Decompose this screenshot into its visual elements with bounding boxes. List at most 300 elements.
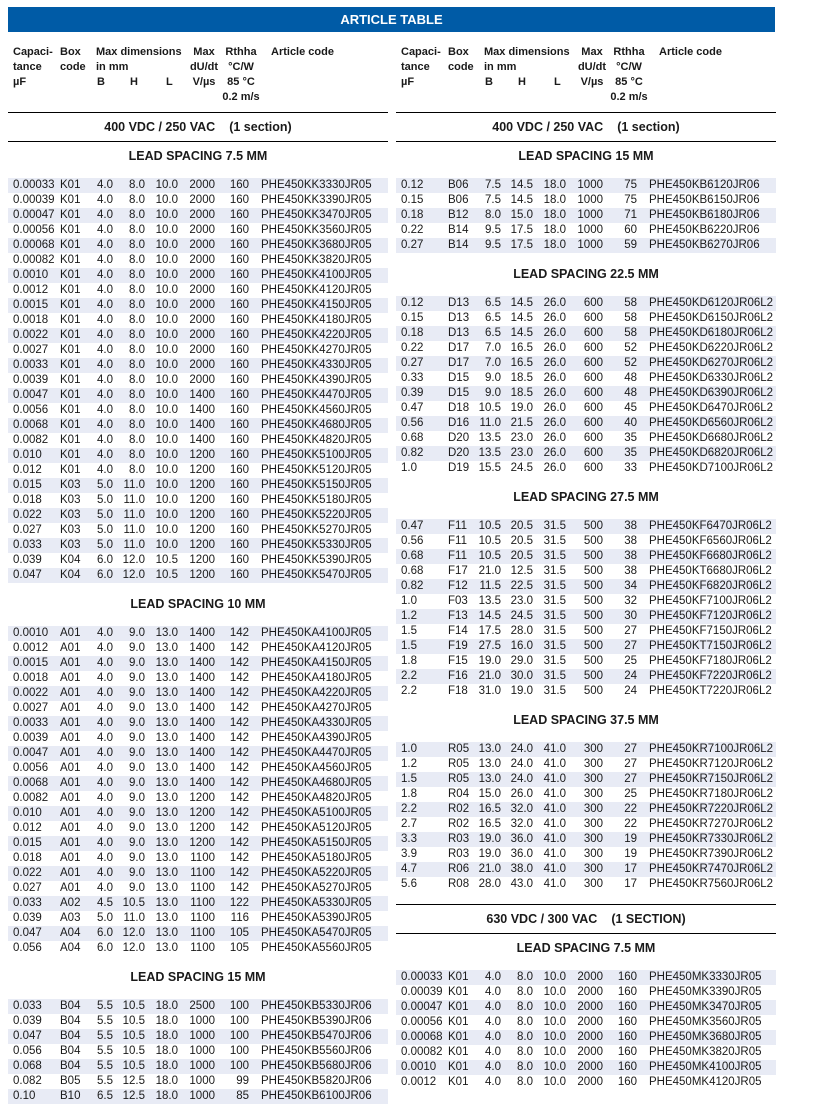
dim-h: 9.0 bbox=[129, 732, 145, 744]
rthha: 142 bbox=[229, 747, 249, 759]
dim-h: 18.5 bbox=[510, 387, 533, 399]
dim-h: 43.0 bbox=[510, 878, 533, 890]
capacitance: 0.0082 bbox=[13, 434, 49, 446]
table-row bbox=[396, 847, 776, 862]
dim-h: 8.0 bbox=[129, 269, 145, 281]
lead-spacing-heading: LEAD SPACING 37.5 MM bbox=[513, 713, 659, 727]
capacitance: 0.00047 bbox=[13, 209, 55, 221]
dim-l: 10.0 bbox=[155, 194, 178, 206]
dim-l: 31.5 bbox=[543, 670, 566, 682]
capacitance: 0.018 bbox=[13, 852, 42, 864]
header-capacitance-unit: µF bbox=[401, 76, 415, 88]
article-code: PHE450KB6120JR06 bbox=[649, 179, 760, 191]
header-capacitance: tance bbox=[401, 61, 430, 73]
rthha: 160 bbox=[617, 1061, 637, 1073]
table-row bbox=[396, 208, 776, 223]
table-row bbox=[8, 1044, 388, 1059]
dim-l: 31.5 bbox=[543, 595, 566, 607]
table-row bbox=[396, 970, 776, 985]
capacitance: 0.00068 bbox=[13, 239, 55, 251]
dim-b: 6.0 bbox=[97, 927, 113, 939]
table-row bbox=[8, 313, 388, 328]
max-dudt: 600 bbox=[583, 387, 603, 399]
table-row bbox=[8, 671, 388, 686]
dim-l: 41.0 bbox=[543, 758, 566, 770]
capacitance: 0.0056 bbox=[13, 762, 49, 774]
rthha: 160 bbox=[229, 269, 249, 281]
dim-b: 5.0 bbox=[97, 912, 113, 924]
lead-spacing-heading: LEAD SPACING 10 MM bbox=[130, 597, 266, 611]
header-capacitance: tance bbox=[13, 61, 42, 73]
dim-l: 26.0 bbox=[543, 402, 566, 414]
dim-l: 10.0 bbox=[543, 1016, 566, 1028]
capacitance: 0.22 bbox=[401, 224, 424, 236]
rthha: 52 bbox=[624, 342, 637, 354]
dim-l: 13.0 bbox=[155, 777, 178, 789]
table-row bbox=[8, 298, 388, 313]
rthha: 35 bbox=[624, 432, 637, 444]
rthha: 99 bbox=[236, 1075, 249, 1087]
rthha: 142 bbox=[229, 852, 249, 864]
table-row bbox=[8, 268, 388, 283]
dim-l: 31.5 bbox=[543, 685, 566, 697]
dim-b: 5.5 bbox=[97, 1015, 113, 1027]
header-max-dimensions: Max dimensions bbox=[96, 46, 182, 58]
box-code: K01 bbox=[60, 284, 81, 296]
rthha: 160 bbox=[229, 449, 249, 461]
rthha: 142 bbox=[229, 762, 249, 774]
table-row bbox=[396, 193, 776, 208]
dim-b: 6.0 bbox=[97, 569, 113, 581]
max-dudt: 1200 bbox=[189, 807, 215, 819]
rthha: 142 bbox=[229, 717, 249, 729]
rthha: 100 bbox=[229, 1060, 249, 1072]
header-b: B bbox=[485, 76, 493, 88]
dim-b: 17.5 bbox=[478, 625, 501, 637]
article-code: PHE450KK4470JR05 bbox=[261, 389, 372, 401]
rthha: 160 bbox=[229, 404, 249, 416]
box-code: K01 bbox=[448, 1001, 469, 1013]
box-code: K03 bbox=[60, 524, 81, 536]
max-dudt: 1000 bbox=[577, 209, 603, 221]
max-dudt: 300 bbox=[583, 848, 603, 860]
article-code: PHE450KF7180JR06L2 bbox=[649, 655, 772, 667]
max-dudt: 600 bbox=[583, 417, 603, 429]
rthha: 160 bbox=[229, 434, 249, 446]
capacitance: 0.015 bbox=[13, 837, 42, 849]
rthha: 25 bbox=[624, 655, 637, 667]
dim-h: 8.0 bbox=[517, 1001, 533, 1013]
dim-b: 19.0 bbox=[478, 848, 501, 860]
dim-h: 8.0 bbox=[129, 419, 145, 431]
box-code: F03 bbox=[448, 595, 468, 607]
dim-h: 16.0 bbox=[510, 640, 533, 652]
table-row bbox=[8, 686, 388, 701]
table-row bbox=[8, 463, 388, 478]
dim-l: 13.0 bbox=[155, 702, 178, 714]
box-code: D18 bbox=[448, 402, 470, 414]
capacitance: 0.039 bbox=[13, 912, 42, 924]
dim-h: 24.5 bbox=[510, 462, 533, 474]
header-h: H bbox=[518, 76, 526, 88]
rthha: 19 bbox=[624, 848, 637, 860]
article-code: PHE450KK5270JR05 bbox=[261, 524, 372, 536]
dim-h: 8.0 bbox=[129, 359, 145, 371]
box-code: B04 bbox=[60, 1045, 81, 1057]
box-code: F11 bbox=[448, 550, 467, 562]
rthha: 142 bbox=[229, 882, 249, 894]
dim-h: 8.0 bbox=[517, 986, 533, 998]
dim-h: 9.0 bbox=[129, 642, 145, 654]
box-code: K01 bbox=[448, 1016, 469, 1028]
rthha: 160 bbox=[229, 374, 249, 386]
max-dudt: 2500 bbox=[189, 1000, 215, 1012]
rthha: 142 bbox=[229, 732, 249, 744]
dim-b: 4.0 bbox=[97, 747, 113, 759]
box-code: K01 bbox=[60, 374, 81, 386]
dim-l: 26.0 bbox=[543, 387, 566, 399]
dim-l: 13.0 bbox=[155, 942, 178, 954]
capacitance: 0.082 bbox=[13, 1075, 42, 1087]
box-code: D15 bbox=[448, 387, 470, 399]
dim-b: 4.0 bbox=[485, 1076, 501, 1088]
dim-b: 19.0 bbox=[478, 833, 501, 845]
box-code: K01 bbox=[60, 194, 81, 206]
dim-l: 10.0 bbox=[155, 284, 178, 296]
dim-h: 23.0 bbox=[510, 432, 533, 444]
table-row bbox=[8, 178, 388, 193]
table-row bbox=[8, 1089, 388, 1104]
rthha: 160 bbox=[229, 569, 249, 581]
dim-l: 10.0 bbox=[155, 524, 178, 536]
article-code: PHE450KA4390JR05 bbox=[261, 732, 372, 744]
rthha: 100 bbox=[229, 1030, 249, 1042]
article-code: PHE450KD6560JR06L2 bbox=[649, 417, 774, 429]
box-code: D16 bbox=[448, 417, 470, 429]
table-row bbox=[396, 416, 776, 431]
max-dudt: 1200 bbox=[189, 479, 215, 491]
capacitance: 0.00039 bbox=[401, 986, 443, 998]
article-code: PHE450KK3680JR05 bbox=[261, 239, 372, 251]
max-dudt: 2000 bbox=[189, 224, 215, 236]
dim-h: 8.0 bbox=[129, 284, 145, 296]
dim-l: 26.0 bbox=[543, 372, 566, 384]
box-code: A01 bbox=[60, 732, 81, 744]
article-code: PHE450KR7560JR06L2 bbox=[649, 878, 774, 890]
max-dudt: 1200 bbox=[189, 449, 215, 461]
dim-h: 17.5 bbox=[510, 224, 533, 236]
article-code: PHE450MK3560JR05 bbox=[649, 1016, 762, 1028]
dim-l: 41.0 bbox=[543, 773, 566, 785]
dim-h: 11.0 bbox=[123, 479, 145, 491]
article-code: PHE450KA5270JR05 bbox=[261, 882, 372, 894]
article-code: PHE450KR7100JR06L2 bbox=[649, 743, 774, 755]
table-row bbox=[8, 328, 388, 343]
dim-b: 5.0 bbox=[97, 509, 113, 521]
max-dudt: 1100 bbox=[190, 867, 215, 879]
dim-h: 18.5 bbox=[510, 372, 533, 384]
max-dudt: 1200 bbox=[189, 837, 215, 849]
max-dudt: 1100 bbox=[190, 942, 215, 954]
dim-l: 26.0 bbox=[543, 357, 566, 369]
box-code: D13 bbox=[448, 327, 470, 339]
dim-l: 31.5 bbox=[543, 520, 566, 532]
max-dudt: 2000 bbox=[189, 284, 215, 296]
dim-l: 10.5 bbox=[155, 554, 178, 566]
article-code: PHE450KB5820JR06 bbox=[261, 1075, 372, 1087]
rthha: 25 bbox=[624, 788, 637, 800]
capacitance: 0.0047 bbox=[13, 747, 49, 759]
article-code: PHE450KR7120JR06L2 bbox=[649, 758, 774, 770]
dim-l: 10.0 bbox=[155, 254, 178, 266]
max-dudt: 600 bbox=[583, 447, 603, 459]
box-code: A01 bbox=[60, 627, 81, 639]
dim-l: 41.0 bbox=[543, 863, 566, 875]
article-code: PHE450KK5330JR05 bbox=[261, 539, 372, 551]
max-dudt: 500 bbox=[583, 685, 603, 697]
capacitance: 0.68 bbox=[401, 432, 424, 444]
max-dudt: 1100 bbox=[190, 912, 215, 924]
box-code: R05 bbox=[448, 773, 470, 785]
rthha: 100 bbox=[229, 1045, 249, 1057]
box-code: K01 bbox=[60, 404, 81, 416]
dim-b: 4.0 bbox=[97, 777, 113, 789]
dim-h: 19.0 bbox=[510, 685, 533, 697]
dim-l: 18.0 bbox=[155, 1000, 178, 1012]
capacitance: 0.0012 bbox=[401, 1076, 437, 1088]
box-code: B14 bbox=[448, 224, 469, 236]
box-code: K01 bbox=[60, 419, 81, 431]
box-code: K03 bbox=[60, 539, 81, 551]
max-dudt: 300 bbox=[583, 863, 603, 875]
box-code: K01 bbox=[448, 1061, 469, 1073]
table-row bbox=[8, 358, 388, 373]
rthha: 58 bbox=[624, 312, 637, 324]
capacitance: 0.15 bbox=[401, 312, 424, 324]
rthha: 32 bbox=[624, 595, 637, 607]
article-code: PHE450KA5150JR05 bbox=[261, 837, 372, 849]
header-box-code: code bbox=[60, 61, 86, 73]
capacitance: 0.0010 bbox=[401, 1061, 437, 1073]
capacitance: 0.18 bbox=[401, 209, 424, 221]
rthha: 160 bbox=[617, 1076, 637, 1088]
capacitance: 0.27 bbox=[401, 357, 424, 369]
header-rthha-temp: 85 °C bbox=[227, 76, 255, 88]
rthha: 160 bbox=[229, 299, 249, 311]
rthha: 160 bbox=[229, 479, 249, 491]
capacitance: 0.0039 bbox=[13, 732, 49, 744]
article-code: PHE450KA4680JR05 bbox=[261, 777, 372, 789]
dim-l: 31.5 bbox=[543, 565, 566, 577]
capacitance: 0.15 bbox=[401, 194, 424, 206]
rthha: 160 bbox=[229, 509, 249, 521]
table-row bbox=[8, 1059, 388, 1074]
dim-l: 13.0 bbox=[155, 912, 178, 924]
article-code: PHE450KK4330JR05 bbox=[261, 359, 372, 371]
column-header bbox=[8, 45, 388, 112]
max-dudt: 1000 bbox=[577, 194, 603, 206]
article-code: PHE450KA4100JR05 bbox=[261, 627, 372, 639]
dim-b: 9.5 bbox=[485, 239, 501, 251]
capacitance: 1.2 bbox=[401, 758, 417, 770]
table-row bbox=[396, 326, 776, 341]
max-dudt: 1100 bbox=[190, 927, 215, 939]
rthha: 160 bbox=[617, 1001, 637, 1013]
header-rthha-airflow: 0.2 m/s bbox=[222, 91, 260, 103]
max-dudt: 300 bbox=[583, 773, 603, 785]
box-code: K03 bbox=[60, 509, 81, 521]
dim-l: 18.0 bbox=[155, 1015, 178, 1027]
capacitance: 3.3 bbox=[401, 833, 417, 845]
table-row bbox=[8, 253, 388, 268]
max-dudt: 1400 bbox=[189, 627, 215, 639]
dim-h: 32.0 bbox=[510, 803, 533, 815]
dim-b: 4.0 bbox=[485, 1016, 501, 1028]
dim-h: 12.5 bbox=[122, 1075, 145, 1087]
dim-b: 4.0 bbox=[485, 971, 501, 983]
article-code: PHE450KA5180JR05 bbox=[261, 852, 372, 864]
article-code: PHE450KA5330JR05 bbox=[261, 897, 372, 909]
table-row bbox=[396, 772, 776, 787]
box-code: K01 bbox=[60, 299, 81, 311]
dim-l: 13.0 bbox=[155, 657, 178, 669]
rthha: 160 bbox=[229, 494, 249, 506]
table-row bbox=[396, 238, 776, 253]
article-code: PHE450KK4220JR05 bbox=[261, 329, 372, 341]
dim-b: 5.0 bbox=[97, 524, 113, 536]
dim-l: 13.0 bbox=[155, 867, 178, 879]
article-code: PHE450KF7150JR06L2 bbox=[649, 625, 772, 637]
header-max-dimensions: in mm bbox=[96, 61, 129, 73]
section-count: (1 SECTION) bbox=[611, 912, 686, 926]
header-rthha: Rthha bbox=[613, 46, 645, 58]
dim-b: 4.0 bbox=[97, 329, 113, 341]
max-dudt: 600 bbox=[583, 312, 603, 324]
dim-h: 8.0 bbox=[129, 224, 145, 236]
table-row bbox=[396, 594, 776, 609]
dim-l: 10.0 bbox=[155, 389, 178, 401]
max-dudt: 1200 bbox=[189, 464, 215, 476]
dim-l: 18.0 bbox=[155, 1090, 178, 1102]
table-row bbox=[396, 461, 776, 476]
dim-b: 6.5 bbox=[485, 297, 501, 309]
header-box-code: Box bbox=[60, 46, 81, 58]
dim-b: 5.5 bbox=[97, 1030, 113, 1042]
dim-h: 20.5 bbox=[510, 550, 533, 562]
divider bbox=[396, 141, 776, 142]
capacitance: 0.0082 bbox=[13, 792, 49, 804]
max-dudt: 1400 bbox=[189, 777, 215, 789]
header-max-dudt-unit: V/µs bbox=[192, 76, 216, 88]
dim-h: 23.0 bbox=[510, 595, 533, 607]
rthha: 160 bbox=[617, 1046, 637, 1058]
box-code: A01 bbox=[60, 657, 81, 669]
dim-b: 7.0 bbox=[485, 357, 501, 369]
dim-b: 21.0 bbox=[478, 565, 501, 577]
capacitance: 0.18 bbox=[401, 327, 424, 339]
box-code: F12 bbox=[448, 580, 468, 592]
dim-h: 26.0 bbox=[510, 788, 533, 800]
table-row bbox=[396, 223, 776, 238]
rthha: 27 bbox=[624, 743, 637, 755]
dim-b: 4.0 bbox=[97, 449, 113, 461]
dim-l: 41.0 bbox=[543, 803, 566, 815]
max-dudt: 2000 bbox=[189, 374, 215, 386]
box-code: F13 bbox=[448, 610, 468, 622]
capacitance: 1.0 bbox=[401, 462, 417, 474]
box-code: F17 bbox=[448, 565, 468, 577]
table-row bbox=[396, 386, 776, 401]
dim-l: 13.0 bbox=[155, 687, 178, 699]
max-dudt: 1200 bbox=[189, 494, 215, 506]
dim-h: 32.0 bbox=[510, 818, 533, 830]
table-row bbox=[8, 926, 388, 941]
capacitance: 0.047 bbox=[13, 569, 42, 581]
capacitance: 0.27 bbox=[401, 239, 424, 251]
dim-h: 36.0 bbox=[510, 833, 533, 845]
capacitance: 0.0047 bbox=[13, 389, 49, 401]
table-row bbox=[8, 433, 388, 448]
dim-l: 13.0 bbox=[155, 897, 178, 909]
box-code: K01 bbox=[448, 986, 469, 998]
dim-b: 4.0 bbox=[97, 194, 113, 206]
dim-b: 16.5 bbox=[478, 818, 501, 830]
dim-l: 18.0 bbox=[543, 179, 566, 191]
max-dudt: 500 bbox=[583, 535, 603, 547]
box-code: R06 bbox=[448, 863, 470, 875]
rthha: 58 bbox=[624, 327, 637, 339]
max-dudt: 1100 bbox=[190, 852, 215, 864]
table-row bbox=[8, 626, 388, 641]
max-dudt: 300 bbox=[583, 743, 603, 755]
header-max-dimensions: in mm bbox=[484, 61, 517, 73]
box-code: A01 bbox=[60, 822, 81, 834]
table-row bbox=[396, 817, 776, 832]
voltage-rating: 400 VDC / 250 VAC bbox=[492, 120, 604, 134]
table-row bbox=[396, 1060, 776, 1075]
max-dudt: 2000 bbox=[577, 1001, 603, 1013]
table-row bbox=[8, 568, 388, 583]
max-dudt: 2000 bbox=[189, 344, 215, 356]
capacitance: 0.027 bbox=[13, 882, 42, 894]
article-code: PHE450MK3330JR05 bbox=[649, 971, 762, 983]
dim-b: 4.0 bbox=[97, 702, 113, 714]
table-row bbox=[8, 208, 388, 223]
capacitance: 0.00033 bbox=[401, 971, 443, 983]
table-row bbox=[8, 791, 388, 806]
box-code: K01 bbox=[60, 329, 81, 341]
table-row bbox=[8, 911, 388, 926]
capacitance: 0.33 bbox=[401, 372, 424, 384]
rthha: 38 bbox=[624, 535, 637, 547]
box-code: K01 bbox=[60, 449, 81, 461]
box-code: F15 bbox=[448, 655, 468, 667]
dim-b: 13.5 bbox=[478, 447, 501, 459]
header-l: L bbox=[166, 76, 173, 88]
capacitance: 0.033 bbox=[13, 539, 42, 551]
article-code: PHE450KK5470JR05 bbox=[261, 569, 372, 581]
article-code: PHE450MK3390JR05 bbox=[649, 986, 762, 998]
table-row bbox=[8, 388, 388, 403]
dim-h: 36.0 bbox=[510, 848, 533, 860]
header-capacitance-unit: µF bbox=[13, 76, 27, 88]
dim-b: 21.0 bbox=[478, 670, 501, 682]
dim-h: 12.0 bbox=[122, 554, 145, 566]
article-code: PHE450KK3560JR05 bbox=[261, 224, 372, 236]
dim-h: 8.0 bbox=[517, 1016, 533, 1028]
article-code: PHE450KA5390JR05 bbox=[261, 912, 372, 924]
dim-h: 8.0 bbox=[129, 209, 145, 221]
